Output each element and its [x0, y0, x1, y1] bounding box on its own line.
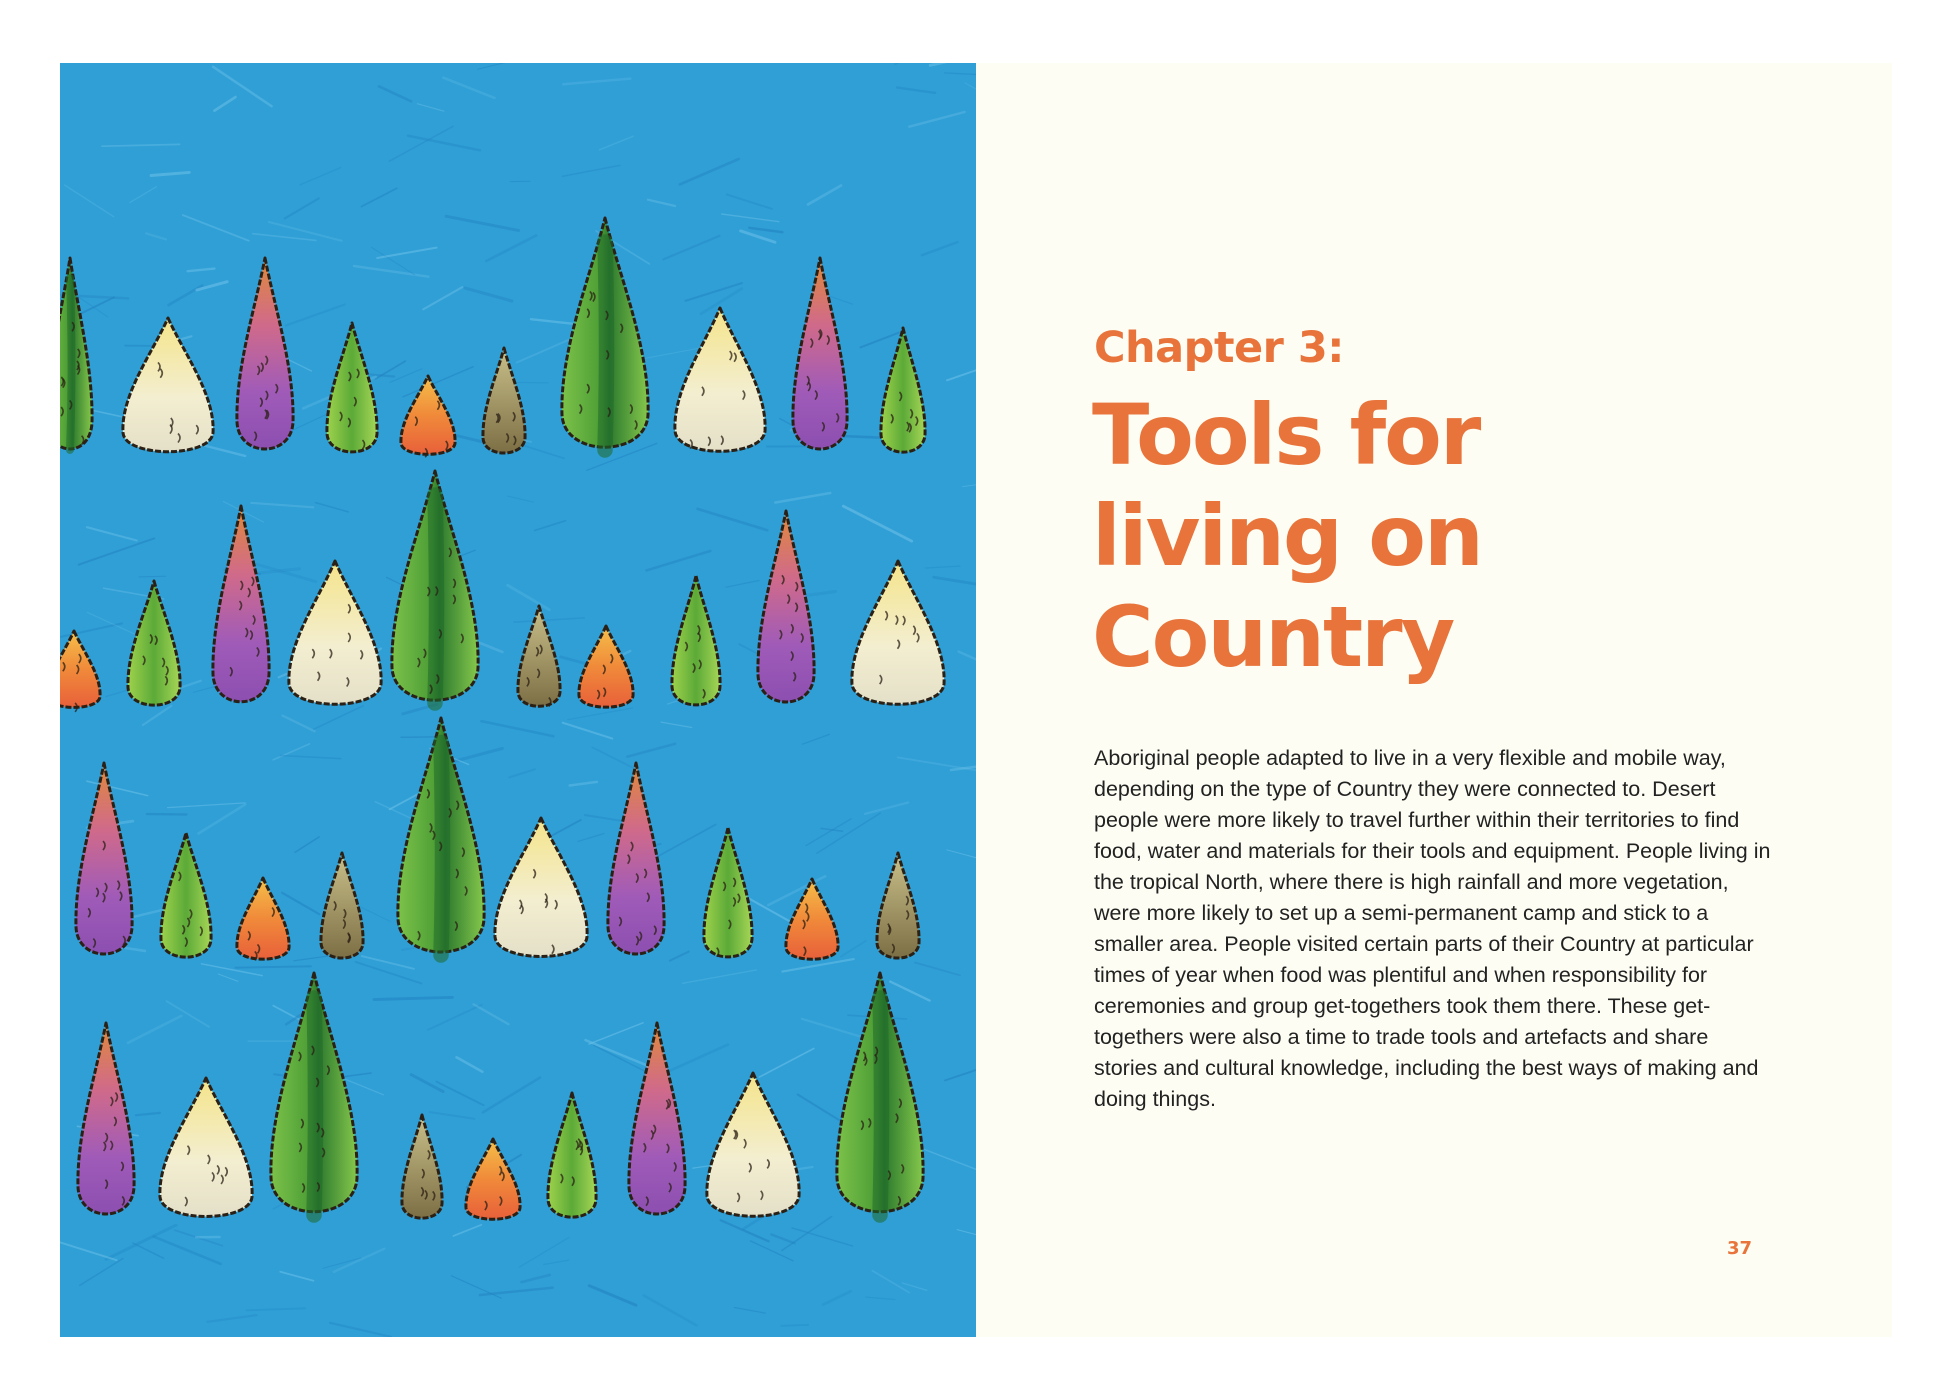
stone-tool-points-illustration	[60, 63, 976, 1337]
chapter-label: Chapter 3:	[1094, 323, 1344, 373]
book-spread	[60, 63, 1892, 1337]
text-page	[976, 63, 1892, 1337]
chapter-title: Tools for living on Country	[1092, 386, 1482, 686]
body-paragraph: Aboriginal people adapted to live in a very flexible and mobile way, depending on the type of Country they were connected to. Desert people were more likely to travel further within their territories to find food, water and materials for their tools and equipment. People living in the tropical North, where there is high rainfall and more vegetation, were more likely to set up a semi-permanent camp and stick to a smaller area. People visited certain parts of their Country at particular times of year when food was plentiful and when responsibility for ceremonies and group get-togethers took them there. These get-togethers were also a time to trade tools and artefacts and share stories and cultural knowledge, including the best ways of making and doing things.	[1094, 746, 1771, 1111]
page-number: 37	[1726, 1238, 1752, 1259]
illustration-panel	[60, 63, 976, 1337]
